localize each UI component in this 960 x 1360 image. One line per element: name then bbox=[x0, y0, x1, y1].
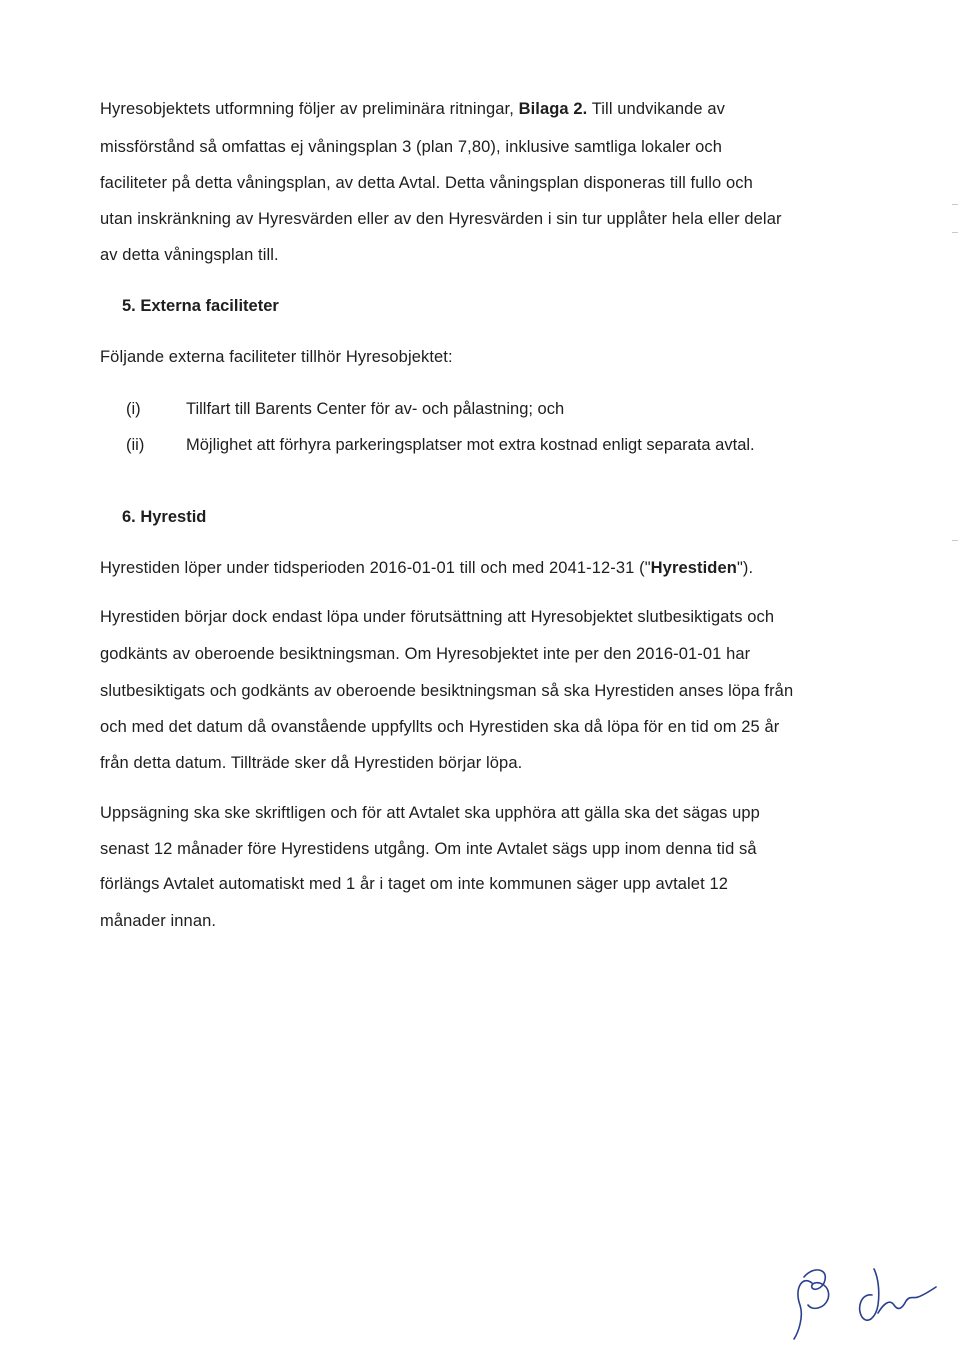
hyrestid-text-a: Hyrestiden löper under tidsperioden 2016-01-01 till och med 2041-12-31 (" bbox=[100, 559, 651, 577]
scan-edge-mark bbox=[952, 204, 958, 205]
section-5-intro: Följande externa faciliteter tillhör Hyresobjektet: bbox=[100, 348, 453, 366]
list-item-text: Möjlighet att förhyra parkeringsplatser mot extra kostnad enligt separata avtal. bbox=[186, 436, 755, 454]
list-item-text: Tillfart till Barents Center för av- och pålastning; och bbox=[186, 400, 565, 418]
intro-line-3: faciliteter på detta våningsplan, av detta Avtal. Detta våningsplan disponeras till fullo och bbox=[100, 174, 753, 192]
initial-stroke bbox=[878, 1287, 936, 1313]
intro-line-1 bbox=[100, 98, 725, 120]
scan-edge-mark bbox=[952, 540, 958, 541]
section-6-paragraph-3-line: förlängs Avtalet automatiskt med 1 år i taget om inte kommunen säger upp avtalet 12 bbox=[100, 875, 729, 893]
handwritten-initials bbox=[790, 1255, 940, 1345]
scan-edge-mark bbox=[952, 232, 958, 233]
section-6-paragraph-3-line: senast 12 månader före Hyrestidens utgång. Om inte Avtalet sägs upp inom denna tid så bbox=[100, 840, 757, 858]
intro-line-1-c: Till undvikande av bbox=[587, 100, 725, 118]
section-6-paragraph-3-line: Uppsägning ska ske skriftligen och för att Avtalet ska upphöra att gälla ska det sägas upp bbox=[100, 804, 760, 822]
hyrestid-text-c: "). bbox=[736, 559, 754, 577]
initial-stroke bbox=[794, 1281, 812, 1339]
intro-line-5: av detta våningsplan till. bbox=[100, 246, 279, 264]
section-6-paragraph-2-line: slutbesiktigats och godkänts av oberoende besiktningsman så ska Hyrestiden anses löpa från bbox=[100, 682, 794, 700]
section-6-heading: 6. Hyrestid bbox=[122, 508, 207, 526]
section-6-paragraph-3-line: månader innan. bbox=[100, 912, 217, 930]
list-item-number: (ii) bbox=[126, 436, 145, 454]
initial-stroke bbox=[804, 1270, 829, 1308]
section-6-paragraph-2-line: godkänts av oberoende besiktningsman. Om Hyresobjektet inte per den 2016-01-01 har bbox=[100, 645, 751, 663]
list-item-number: (i) bbox=[126, 400, 141, 418]
initial-stroke bbox=[860, 1269, 879, 1320]
section-6-paragraph-2-line: Hyrestiden börjar dock endast löpa under förutsättning att Hyresobjektet slutbesiktigats och bbox=[100, 608, 775, 626]
section-6-paragraph-2-line: och med det datum då ovanstående uppfyllts och Hyrestiden ska då löpa för en tid om 25 år bbox=[100, 718, 780, 736]
section-6-paragraph-2-line: från detta datum. Tillträde sker då Hyrestiden börjar löpa. bbox=[100, 754, 523, 772]
intro-line-2: missförstånd så omfattas ej våningsplan 3 (plan 7,80), inklusive samtliga lokaler och bbox=[100, 138, 723, 156]
intro-line-1-a: Hyresobjektets utformning följer av preliminära ritningar, bbox=[100, 100, 519, 118]
attachment-reference: Bilaga 2. bbox=[518, 100, 588, 118]
section-5-heading: 5. Externa faciliteter bbox=[122, 297, 279, 315]
defined-term: Hyrestiden bbox=[650, 559, 737, 577]
section-6-paragraph-1 bbox=[100, 557, 753, 579]
intro-line-4: utan inskränkning av Hyresvärden eller av den Hyresvärden i sin tur upplåter hela eller delar bbox=[100, 210, 782, 228]
